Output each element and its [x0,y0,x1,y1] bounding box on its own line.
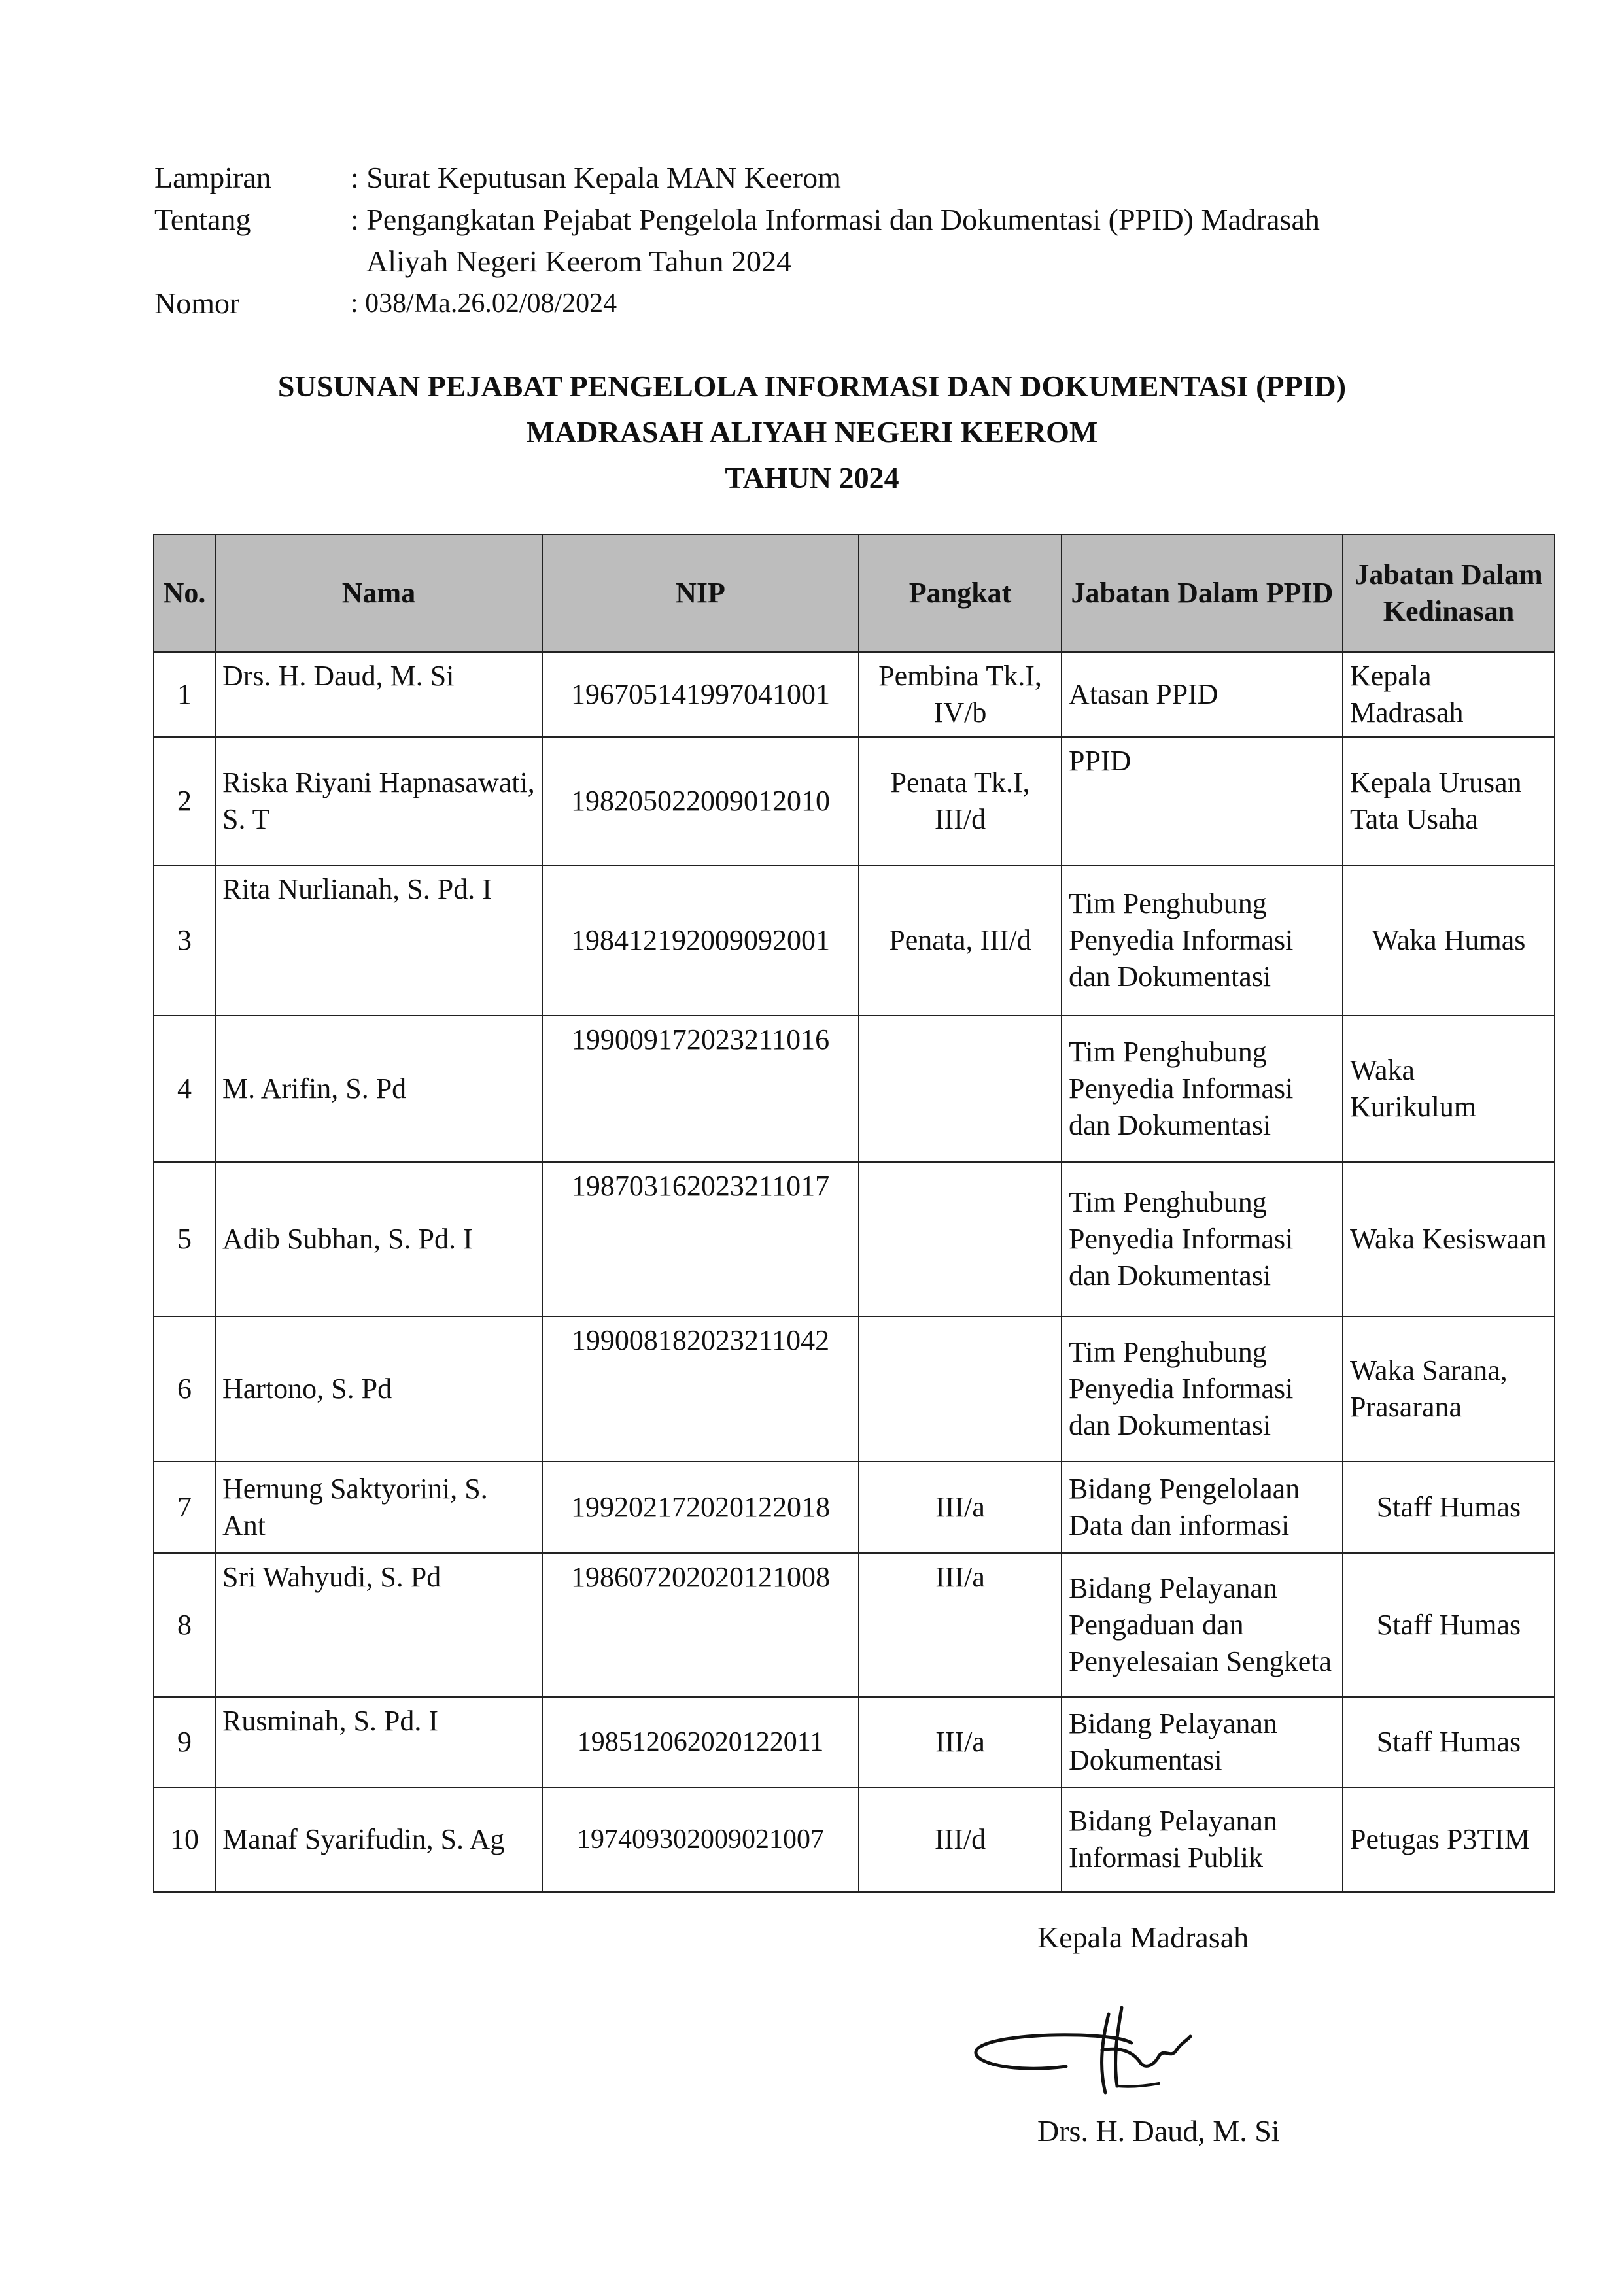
table-row [154,1553,1555,1697]
cell-pangkat: Pembina Tk.I, IV/b [859,652,1062,737]
cell-nip: 198205022009012010 [542,737,859,865]
cell-no: 6 [154,1316,215,1462]
cell-nama: Rita Nurlianah, S. Pd. I [215,865,542,1016]
cell-jabatan-kedinasan: Waka Kurikulum [1343,1016,1555,1162]
cell-pangkat [859,1016,1062,1162]
cell-jabatan-ppid: Tim Penghubung Penyedia Informasi dan Dokumentasi [1062,1316,1343,1462]
cell-jabatan-kedinasan: Kepala Urusan Tata Usaha [1343,737,1555,865]
cell-jabatan-ppid: Atasan PPID [1062,652,1343,737]
cell-jabatan-kedinasan: Waka Sarana, Prasarana [1343,1316,1555,1462]
document-title [0,364,1624,501]
cell-pangkat: III/a [859,1697,1062,1787]
cell-nama: Hartono, S. Pd [215,1316,542,1462]
table-row [154,1462,1555,1553]
cell-nama: Rusminah, S. Pd. I [215,1697,542,1787]
cell-nama: Drs. H. Daud, M. Si [215,652,542,737]
cell-nama: M. Arifin, S. Pd [215,1016,542,1162]
cell-no: 9 [154,1697,215,1787]
cell-nama: Riska Riyani Hapnasawati, S. T [215,737,542,865]
cell-no: 3 [154,865,215,1016]
handwritten-signature [968,1988,1203,2106]
cell-nama: Adib Subhan, S. Pd. I [215,1162,542,1316]
table-row [154,1316,1555,1462]
cell-nip: 196705141997041001 [542,652,859,737]
cell-no: 5 [154,1162,215,1316]
letter-meta [154,157,1609,324]
cell-jabatan-ppid: Tim Penghubung Penyedia Informasi dan Dokumentasi [1062,865,1343,1016]
cell-pangkat: III/a [859,1553,1062,1697]
cell-nama: Hernung Saktyorini, S. Ant [215,1462,542,1553]
cell-jabatan-ppid: Tim Penghubung Penyedia Informasi dan Dokumentasi [1062,1162,1343,1316]
cell-jabatan-kedinasan: Waka Humas [1343,865,1555,1016]
cell-nip: 199009172023211016 [542,1016,859,1162]
ppid-table-wrapper [153,534,1555,1893]
cell-pangkat: III/d [859,1787,1062,1892]
meta-label: Lampiran [154,161,271,194]
meta-value: : 038/Ma.26.02/08/2024 [351,288,617,318]
cell-no: 8 [154,1553,215,1697]
meta-value: Aliyah Negeri Keerom Tahun 2024 [366,245,791,278]
meta-value: : Pengangkatan Pejabat Pengelola Informasi dan Dokumentasi (PPID) Madrasah [351,203,1320,236]
cell-pangkat: III/a [859,1462,1062,1553]
table-row [154,652,1555,737]
signature-name: Drs. H. Daud, M. Si [1037,2114,1280,2148]
cell-jabatan-ppid: Bidang Pelayanan Informasi Publik [1062,1787,1343,1892]
header-nama: Nama [215,534,542,652]
cell-no: 4 [154,1016,215,1162]
cell-nip: 198512062020122011 [542,1697,859,1787]
meta-label: Tentang [154,203,251,236]
cell-jabatan-ppid: PPID [1062,737,1343,865]
title-line: TAHUN 2024 [725,461,899,494]
cell-pangkat [859,1162,1062,1316]
cell-nip: 198703162023211017 [542,1162,859,1316]
header-pangkat: Pangkat [859,534,1062,652]
header-jabatan-kedinasan: Jabatan Dalam Kedinasan [1343,534,1555,652]
cell-pangkat: Penata, III/d [859,865,1062,1016]
cell-jabatan-kedinasan: Staff Humas [1343,1462,1555,1553]
cell-jabatan-kedinasan: Staff Humas [1343,1553,1555,1697]
meta-lampiran [154,157,1609,199]
signature-role: Kepala Madrasah [1037,1921,1249,1954]
meta-tentang-continued [154,241,1609,283]
cell-jabatan-ppid: Tim Penghubung Penyedia Informasi dan Dokumentasi [1062,1016,1343,1162]
cell-jabatan-kedinasan: Waka Kesiswaan [1343,1162,1555,1316]
cell-no: 1 [154,652,215,737]
cell-nama: Sri Wahyudi, S. Pd [215,1553,542,1697]
cell-nip: 198412192009092001 [542,865,859,1016]
cell-jabatan-kedinasan: Staff Humas [1343,1697,1555,1787]
table-header-row [154,534,1555,652]
cell-nip: 199008182023211042 [542,1316,859,1462]
cell-jabatan-ppid: Bidang Pengelolaan Data dan informasi [1062,1462,1343,1553]
table-row [154,737,1555,865]
meta-tentang [154,199,1609,241]
title-line: SUSUNAN PEJABAT PENGELOLA INFORMASI DAN DOKUMENTASI (PPID) [277,369,1347,403]
cell-jabatan-ppid: Bidang Pelayanan Pengaduan dan Penyelesaian Sengketa [1062,1553,1343,1697]
cell-no: 10 [154,1787,215,1892]
header-no: No. [154,534,215,652]
cell-jabatan-kedinasan: Petugas P3TIM [1343,1787,1555,1892]
cell-no: 2 [154,737,215,865]
cell-nama: Manaf Syarifudin, S. Ag [215,1787,542,1892]
table-row [154,865,1555,1016]
cell-no: 7 [154,1462,215,1553]
table-row [154,1787,1555,1892]
header-nip: NIP [542,534,859,652]
meta-nomor [154,283,1609,324]
cell-jabatan-ppid: Bidang Pelayanan Dokumentasi [1062,1697,1343,1787]
cell-jabatan-kedinasan: Kepala Madrasah [1343,652,1555,737]
cell-pangkat [859,1316,1062,1462]
cell-nip: 199202172020122018 [542,1462,859,1553]
cell-nip: 198607202020121008 [542,1553,859,1697]
cell-pangkat: Penata Tk.I, III/d [859,737,1062,865]
table-row [154,1162,1555,1316]
table-row [154,1697,1555,1787]
ppid-table [153,534,1555,1893]
meta-value: : Surat Keputusan Kepala MAN Keerom [351,161,841,194]
meta-label: Nomor [154,286,240,320]
cell-nip: 197409302009021007 [542,1787,859,1892]
header-jabatan-ppid: Jabatan Dalam PPID [1062,534,1343,652]
table-row [154,1016,1555,1162]
title-line: MADRASAH ALIYAH NEGERI KEEROM [526,415,1098,449]
